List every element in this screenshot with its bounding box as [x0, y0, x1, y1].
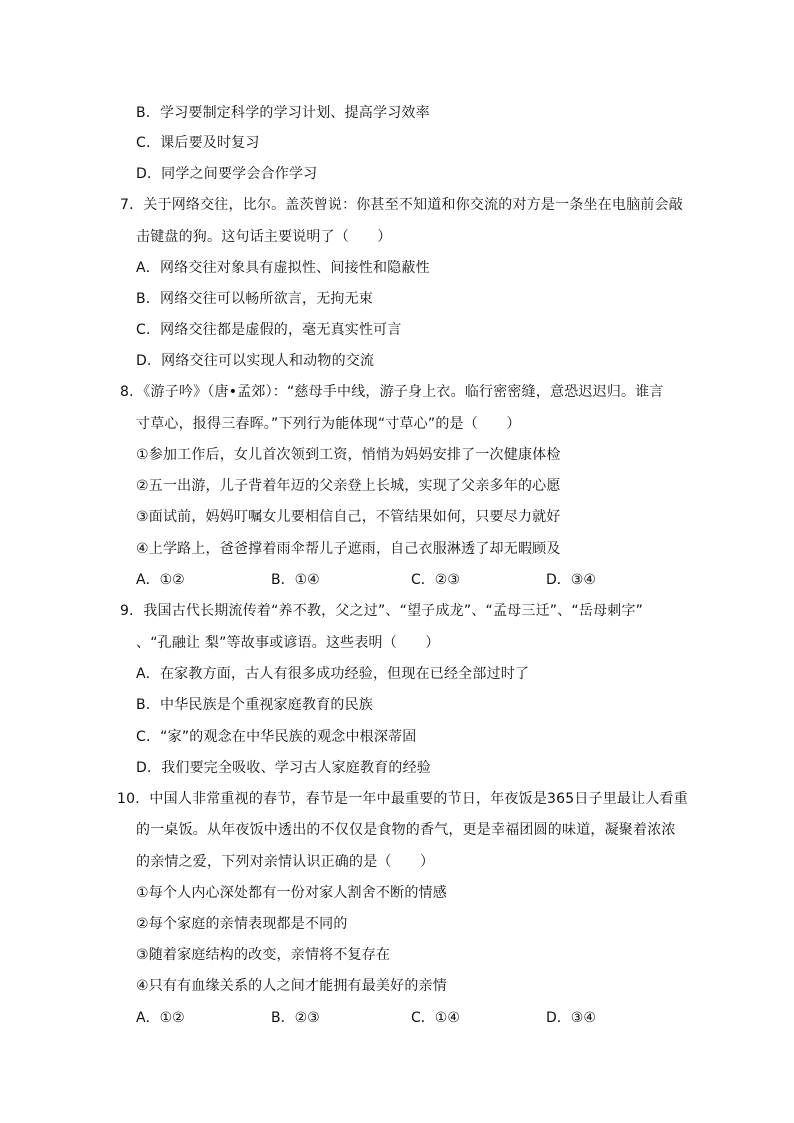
q8-stem-line-2: 寸草心，报得三春晖。”下列行为能体现“寸草心”的是（ ） — [136, 416, 521, 432]
q10-choice-c: C．①④ — [411, 1010, 460, 1026]
q9-stem-line-1: 9．我国古代长期流传着“养不教，父之过”、“望子成龙”、“孟母三迁”、“岳母刺字” — [120, 603, 644, 619]
q7-option-a: A．网络交往对象具有虚拟性、间接性和隐蔽性 — [136, 260, 430, 276]
q8-item-2: ②五一出游，儿子背着年迈的父亲登上长城，实现了父亲多年的心愿 — [136, 478, 561, 494]
q6-option-d: D．同学之间要学会合作学习 — [136, 166, 318, 182]
q8-item-4: ④上学路上，爸爸撑着雨伞帮儿子遮雨，自己衣服淋透了却无暇顾及 — [136, 541, 561, 557]
q8-choice-a: A．①② — [136, 572, 185, 588]
q9-option-d: D．我们要完全吸收、学习古人家庭教育的经验 — [136, 760, 431, 776]
q9-option-a: A．在家教方面，古人有很多成功经验，但现在已经全部过时了 — [136, 666, 530, 682]
q10-item-4: ④只有有血缘关系的人之间才能拥有最美好的亲情 — [136, 978, 447, 994]
q10-choice-b: B．②③ — [271, 1010, 320, 1026]
q10-stem-line-1: 10．中国人非常重视的春节，春节是一年中最重要的节日，年夜饭是365日子里最让人看重 — [117, 791, 688, 807]
q7-option-b: B．网络交往可以畅所欲言，无拘无束 — [136, 291, 374, 307]
q10-stem-line-3: 的亲情之爱，下列对亲情认识正确的是（ ） — [136, 854, 435, 870]
q7-option-c: C．网络交往都是虚假的，毫无真实性可言 — [136, 322, 402, 338]
q8-choice-b: B．①④ — [271, 572, 320, 588]
q10-stem-line-2: 的一桌饭。从年夜饭中透出的不仅仅是食物的香气，更是幸福团圆的味道，凝聚着浓浓 — [136, 822, 676, 838]
q6-option-c: C．课后要及时复习 — [136, 135, 260, 151]
q9-stem-line-2: 、“孔融让 梨”等故事或谚语。这些表明（ ） — [136, 635, 440, 651]
q9-option-b: B．中华民族是个重视家庭教育的民族 — [136, 697, 374, 713]
q10-choice-d: D．③④ — [546, 1010, 596, 1026]
q7-option-d: D．网络交往可以实现人和动物的交流 — [136, 353, 375, 369]
q10-item-3: ③随着家庭结构的改变，亲情将不复存在 — [136, 947, 391, 963]
q10-item-1: ①每个人内心深处都有一份对家人割舍不断的情感 — [136, 885, 447, 901]
q8-choice-c: C．②③ — [411, 572, 460, 588]
q8-item-1: ①参加工作后，女儿首次领到工资，悄悄为妈妈安排了一次健康体检 — [136, 447, 561, 463]
q7-stem-line-2: 击键盘的狗。这句话主要说明了（ ） — [136, 229, 392, 245]
q10-item-2: ②每个家庭的亲情表现都是不同的 — [136, 916, 348, 932]
q8-item-3: ③面试前，妈妈叮嘱女儿要相信自己，不管结果如何，只要尽力就好 — [136, 509, 561, 525]
q6-option-b: B．学习要制定科学的学习计划、提高学习效率 — [136, 105, 430, 121]
q10-choice-a: A．①② — [136, 1010, 185, 1026]
q8-choice-d: D．③④ — [546, 572, 596, 588]
q9-option-c: C．“家”的观念在中华民族的观念中根深蒂固 — [136, 729, 417, 745]
q8-stem-line-1: 8．《游子吟》（唐•孟郊）：“慈母手中线，游子身上衣。临行密密缝，意恐迟迟归。谁言 — [120, 384, 664, 400]
q7-stem-line-1: 7．关于网络交往，比尔。盖茨曾说：你甚至不知道和你交流的对方是一条坐在电脑前会敲 — [120, 197, 683, 213]
